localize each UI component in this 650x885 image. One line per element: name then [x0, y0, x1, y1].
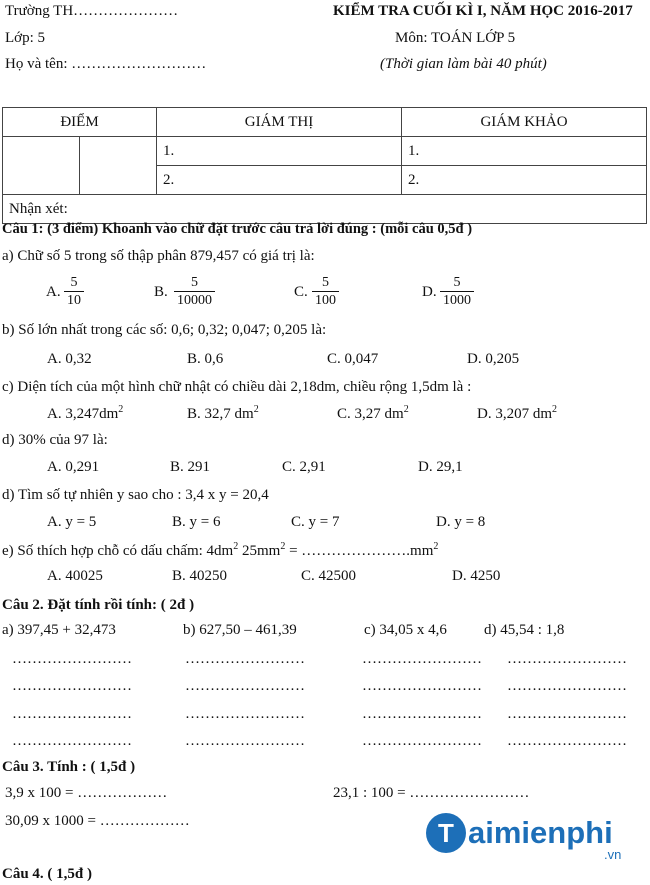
q1b-option-c: C. 0,047	[327, 351, 379, 367]
q4-title: Câu 4. ( 1,5đ )	[2, 866, 93, 882]
fraction-denominator: 100	[312, 291, 339, 309]
site-watermark	[422, 807, 632, 869]
fraction-numerator: 5	[191, 275, 198, 290]
q1a-option-a-label: A.	[46, 284, 61, 300]
q1a-option-c-label: C.	[294, 284, 308, 300]
logo-initial: T	[438, 818, 454, 848]
exponent: 2	[403, 404, 409, 415]
proctor-line-1: 1.	[157, 137, 402, 166]
q1d-option-a: A. 0,291	[47, 459, 100, 475]
school-field: Trường TH…………………	[5, 3, 179, 19]
q2-dots: ……………………	[12, 706, 132, 722]
option-text: D. 3,207 dm	[477, 406, 552, 422]
q2-dots: ……………………	[507, 651, 627, 667]
q2-dots: ……………………	[12, 651, 132, 667]
q1b-option-b: B. 0,6	[187, 351, 224, 367]
option-text: B. 32,7 dm	[187, 406, 254, 422]
examiner-header: GIÁM KHẢO	[402, 108, 647, 137]
logo-text: aimienphi	[468, 815, 613, 850]
q1c-option-b	[187, 404, 259, 423]
examiner-line-1: 1.	[402, 137, 647, 166]
q2-item-c: c) 34,05 x 4,6	[364, 622, 447, 638]
q3-title: Câu 3. Tính : ( 1,5đ )	[2, 759, 136, 775]
q1b-question: b) Số lớn nhất trong các số: 0,6; 0,32; 0,047; 0,205 là:	[2, 322, 327, 338]
q1a-option-b-label: B.	[154, 284, 168, 300]
exponent: 2	[552, 404, 557, 415]
fraction-numerator: 5	[322, 275, 329, 290]
q2-dots: ……………………	[185, 678, 305, 694]
q1f-question	[2, 541, 438, 560]
q1b-option-d: D. 0,205	[467, 351, 520, 367]
time-limit: (Thời gian làm bài 40 phút)	[380, 56, 547, 72]
q3-item-2: 23,1 : 100 = ……………………	[333, 785, 530, 801]
q1c-option-c	[337, 404, 409, 423]
q1f-part2: 25mm	[238, 543, 281, 559]
fraction-numerator: 5	[70, 275, 78, 290]
score-cell-right	[80, 137, 157, 195]
option-text: A. 3,247dm	[47, 406, 119, 422]
q1c-question: c) Diện tích của một hình chữ nhật có chiều dài 2,18dm, chiều rộng 1,5dm là :	[2, 379, 472, 395]
exponent: 2	[280, 541, 286, 552]
class-field: Lớp: 5	[5, 30, 46, 46]
q1f-part1: e) Số thích hợp chỗ có dấu chấm: 4dm	[2, 543, 234, 559]
q2-dots: ……………………	[12, 678, 132, 694]
logo-tld: .vn	[604, 847, 622, 862]
q1d-option-b: B. 291	[170, 459, 211, 475]
q2-dots: ……………………	[362, 651, 482, 667]
subject-field: Môn: TOÁN LỚP 5	[395, 30, 516, 46]
q2-dots: ……………………	[362, 733, 482, 749]
q1a-option-d-label: D.	[422, 284, 437, 300]
q1f-option-c: C. 42500	[301, 568, 357, 584]
q1e-option-d: D. y = 8	[436, 514, 486, 530]
q1f-option-d: D. 4250	[452, 568, 501, 584]
q1f-part3: = ………………….mm	[285, 543, 434, 559]
q1a-option-a-fraction	[64, 274, 84, 309]
q1c-option-a	[47, 404, 123, 423]
q1a-option-c-fraction	[312, 274, 339, 309]
q2-item-a: a) 397,45 + 32,473	[2, 622, 116, 638]
q3-item-3: 30,09 x 1000 = ………………	[5, 813, 190, 829]
q1f-option-b: B. 40250	[172, 568, 228, 584]
q1d-question: d) 30% của 97 là:	[2, 432, 108, 448]
q1e-option-b: B. y = 6	[172, 514, 221, 530]
exam-title: KIỂM TRA CUỐI KÌ I, NĂM HỌC 2016-2017	[333, 3, 633, 19]
exponent: 2	[253, 404, 259, 415]
score-header: ĐIỂM	[3, 108, 157, 137]
q2-dots: ……………………	[185, 651, 305, 667]
q2-title: Câu 2. Đặt tính rồi tính: ( 2đ )	[2, 597, 195, 613]
q1a-option-d-fraction	[440, 274, 474, 309]
q2-dots: ……………………	[185, 733, 305, 749]
option-text: C. 3,27 dm	[337, 406, 404, 422]
q1-title: Câu 1: (3 điểm) Khoanh vào chữ đặt trước câu trả lời đúng : (mỗi câu 0,5đ )	[2, 221, 473, 237]
q2-dots: ……………………	[507, 706, 627, 722]
q1e-question: d) Tìm số tự nhiên y sao cho : 3,4 x y = 20,4	[2, 487, 269, 503]
fraction-denominator: 10	[64, 291, 84, 309]
q2-dots: ……………………	[12, 733, 132, 749]
q1d-option-c: C. 2,91	[282, 459, 326, 475]
fraction-denominator: 10000	[174, 291, 215, 309]
q2-item-b: b) 627,50 – 461,39	[183, 622, 297, 638]
watermark-logo-icon	[422, 807, 632, 865]
q2-dots: ……………………	[362, 706, 482, 722]
q1e-option-a: A. y = 5	[47, 514, 97, 530]
comment-row: Nhận xét:	[3, 195, 647, 224]
exponent: 2	[118, 404, 124, 415]
q1c-option-d	[477, 404, 557, 423]
student-name-field: Họ và tên: ………………………	[5, 56, 207, 72]
q1d-option-d: D. 29,1	[418, 459, 463, 475]
score-cell-left	[3, 137, 80, 195]
q1f-option-a: A. 40025	[47, 568, 103, 584]
q2-dots: ……………………	[507, 678, 627, 694]
score-table	[2, 107, 647, 224]
proctor-line-2: 2.	[157, 166, 402, 195]
q2-dots: ……………………	[507, 733, 627, 749]
q1a-question: a) Chữ số 5 trong số thập phân 879,457 có giá trị là:	[2, 248, 315, 264]
q1b-option-a: A. 0,32	[47, 351, 92, 367]
proctor-header: GIÁM THỊ	[157, 108, 402, 137]
q3-item-1: 3,9 x 100 = ………………	[5, 785, 168, 801]
q2-dots: ……………………	[362, 678, 482, 694]
q1e-option-c: C. y = 7	[291, 514, 340, 530]
q2-dots: ……………………	[185, 706, 305, 722]
fraction-numerator: 5	[453, 275, 461, 290]
q2-item-d: d) 45,54 : 1,8	[484, 622, 565, 638]
exponent: 2	[433, 541, 439, 552]
q1a-option-b-fraction	[174, 274, 215, 309]
examiner-line-2: 2.	[402, 166, 647, 195]
exponent: 2	[233, 541, 239, 552]
fraction-denominator: 1000	[440, 291, 474, 309]
